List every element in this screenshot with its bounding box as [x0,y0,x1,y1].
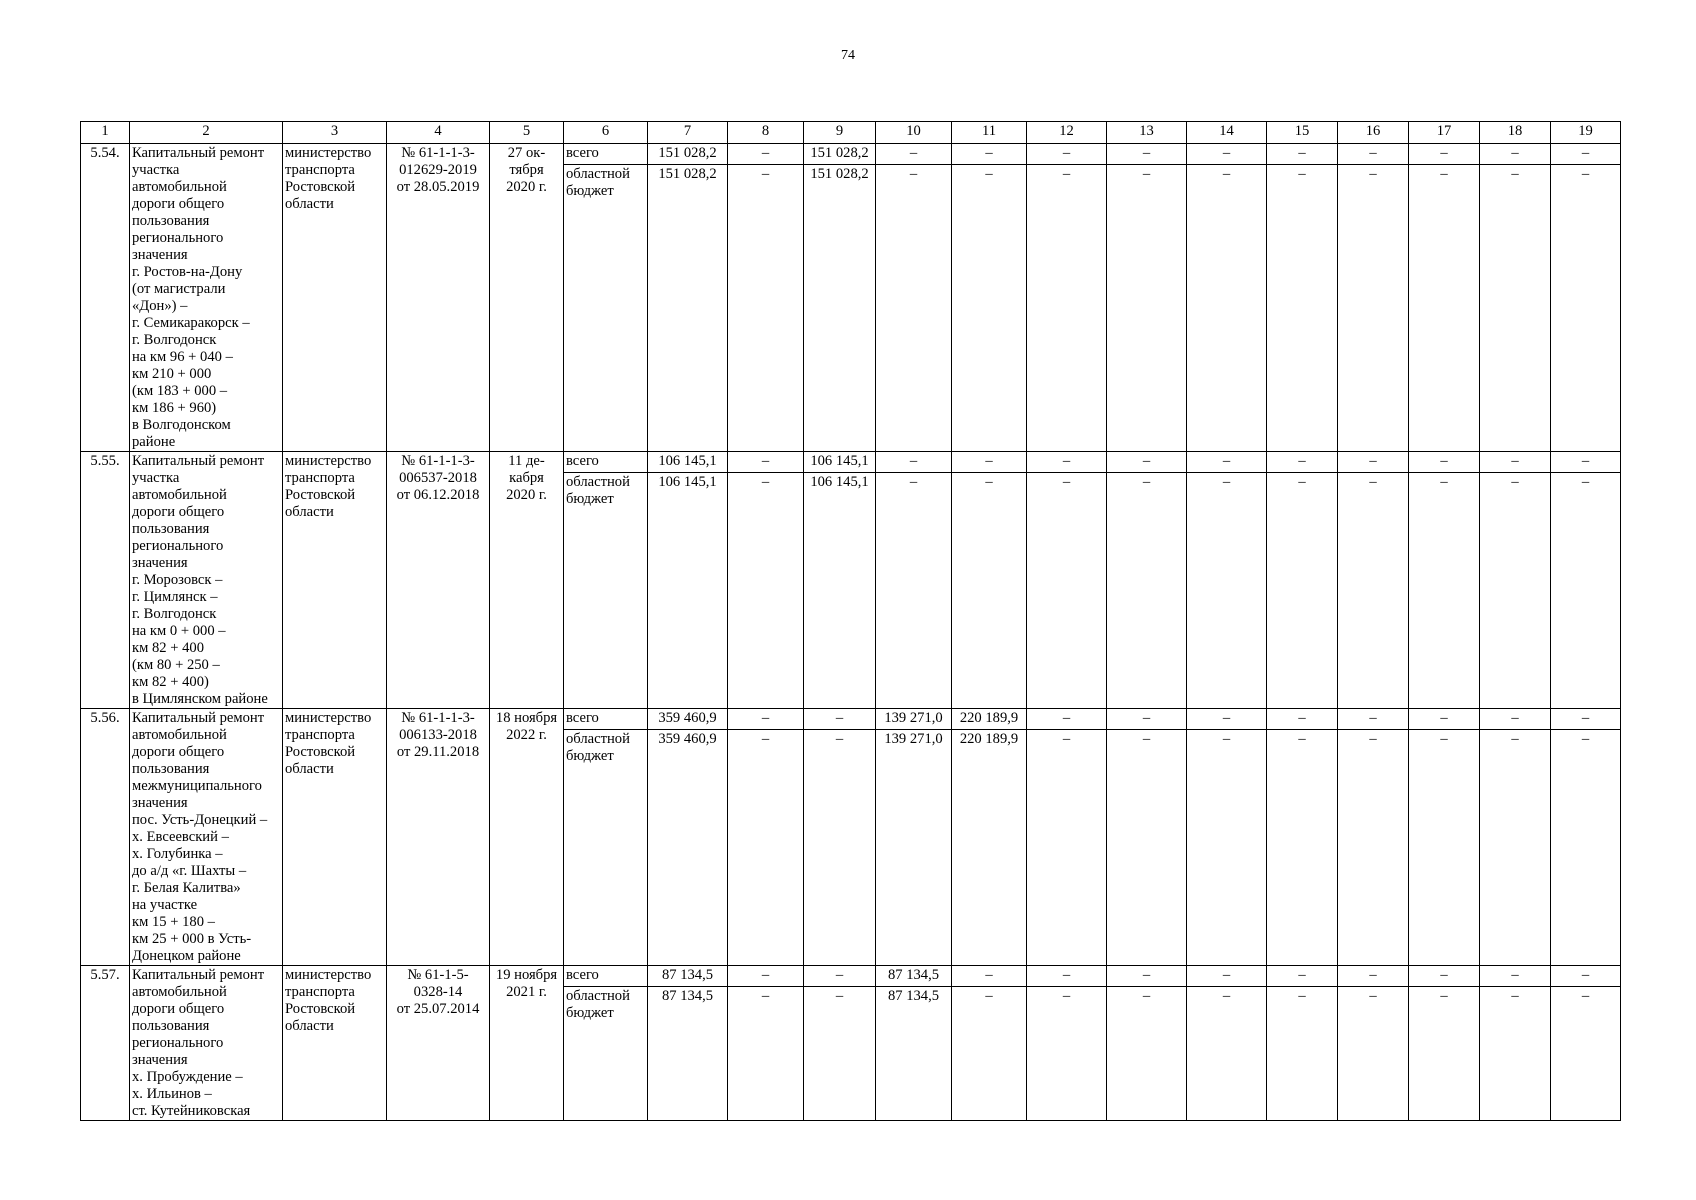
amount-cell: – [1107,709,1187,730]
amount-cell: 106 145,1 [804,473,876,709]
header-cell: 8 [728,122,804,144]
amount-cell: – [1551,966,1621,987]
amount-cell: – [1027,966,1107,987]
amount-cell: – [1409,473,1480,709]
header-cell: 17 [1409,122,1480,144]
amount-cell: – [1480,165,1551,452]
header-cell: 14 [1187,122,1267,144]
amount-cell: – [728,473,804,709]
amount-cell: 106 145,1 [648,473,728,709]
table-body [81,122,1621,1121]
amount-cell: – [876,165,952,452]
page-number: 74 [841,48,855,63]
amount-cell: – [1409,709,1480,730]
amount-cell: – [804,709,876,730]
amount-cell: 220 189,9 [952,709,1027,730]
amount-cell: – [1267,165,1338,452]
header-cell: 3 [283,122,387,144]
amount-cell: – [728,987,804,1121]
object-name: Капитальный ремонт участка автомобильной дороги общего пользования регионального значения г. Морозовск – г. Цимлянск – г. Волгодонск на км 0 + 000 – км 82 + 400 (км 80 + 250 – км 82 + 400) в Цимлянском районе [130,452,283,709]
table-row [81,144,1621,165]
expertise-document: № 61-1-1-3- 012629-2019 от 28.05.2019 [387,144,490,452]
amount-cell: – [1187,730,1267,966]
amount-cell: – [1107,165,1187,452]
amount-cell: 151 028,2 [804,144,876,165]
header-cell: 4 [387,122,490,144]
completion-date: 19 ноября 2021 г. [490,966,564,1121]
amount-cell: 151 028,2 [648,165,728,452]
client-name: министерство транспорта Ростовской области [283,452,387,709]
object-name: Капитальный ремонт участка автомобильной дороги общего пользования регионального значения г. Ростов-на-Дону (от магистрали «Дон») – г. Семикаракорск – г. Волгодонск на км 96 + 040 – км 210 + 000 (км 183 + 000 – км 186 + 960) в Волгодонском районе [130,144,283,452]
amount-cell: – [1551,730,1621,966]
amount-cell: – [952,987,1027,1121]
header-cell: 2 [130,122,283,144]
amount-cell: – [1187,165,1267,452]
amount-cell: – [1551,144,1621,165]
amount-cell: – [1027,473,1107,709]
amount-cell: – [728,966,804,987]
completion-date: 27 ок- тября 2020 г. [490,144,564,452]
amount-cell: 151 028,2 [804,165,876,452]
amount-cell: – [952,966,1027,987]
header-cell: 9 [804,122,876,144]
amount-cell: – [1480,966,1551,987]
amount-cell: – [1027,165,1107,452]
amount-cell: 87 134,5 [648,987,728,1121]
funding-source: областной бюджет [564,473,648,709]
amount-cell: – [1409,966,1480,987]
amount-cell: – [1409,730,1480,966]
amount-cell: 359 460,9 [648,709,728,730]
amount-cell: – [1267,144,1338,165]
amount-cell: – [1338,473,1409,709]
funding-source: всего [564,709,648,730]
amount-cell: – [952,165,1027,452]
amount-cell: – [1338,452,1409,473]
amount-cell: – [1480,987,1551,1121]
header-cell: 1 [81,122,130,144]
item-number: 5.57. [81,966,130,1121]
amount-cell: 220 189,9 [952,730,1027,966]
amount-cell: 139 271,0 [876,730,952,966]
funding-source: всего [564,144,648,165]
amount-cell: – [728,452,804,473]
header-cell: 18 [1480,122,1551,144]
amount-cell: – [804,730,876,966]
amount-cell: – [1480,452,1551,473]
header-cell: 7 [648,122,728,144]
amount-cell: – [728,709,804,730]
amount-cell: – [1267,987,1338,1121]
expertise-document: № 61-1-5- 0328-14 от 25.07.2014 [387,966,490,1121]
amount-cell: – [1551,452,1621,473]
amount-cell: – [1551,165,1621,452]
amount-cell: – [1187,966,1267,987]
amount-cell: 87 134,5 [648,966,728,987]
amount-cell: – [1267,709,1338,730]
object-name: Капитальный ремонт автомобильной дороги общего пользования межмуниципального значения пос. Усть-Донецкий – х. Евсеевский – х. Голубинка – до а/д «г. Шахты – г. Белая Калитва» на участке км 15 + 180 – км 25 + 000 в Усть- Донецком районе [130,709,283,966]
amount-cell: – [1338,144,1409,165]
funding-source: областной бюджет [564,165,648,452]
amount-cell: – [1267,473,1338,709]
amount-cell: – [952,473,1027,709]
amount-cell: – [1551,473,1621,709]
table-row [81,709,1621,730]
amount-cell: – [952,144,1027,165]
amount-cell: – [1027,452,1107,473]
amount-cell: – [1267,966,1338,987]
amount-cell: – [728,730,804,966]
amount-cell: 139 271,0 [876,709,952,730]
amount-cell: 87 134,5 [876,987,952,1121]
amount-cell: 106 145,1 [804,452,876,473]
amount-cell: – [1187,452,1267,473]
funding-source: всего [564,452,648,473]
amount-cell: – [876,144,952,165]
amount-cell: 106 145,1 [648,452,728,473]
object-name: Капитальный ремонт автомобильной дороги общего пользования регионального значения х. Пробуждение – х. Ильинов – ст. Кутейниковская [130,966,283,1121]
amount-cell: – [1409,452,1480,473]
amount-cell: – [1027,709,1107,730]
completion-date: 11 де- кабря 2020 г. [490,452,564,709]
funding-source: областной бюджет [564,987,648,1121]
table-row [81,452,1621,473]
header-cell: 19 [1551,122,1621,144]
header-cell: 11 [952,122,1027,144]
header-cell: 5 [490,122,564,144]
amount-cell: 87 134,5 [876,966,952,987]
item-number: 5.56. [81,709,130,966]
amount-cell: – [952,452,1027,473]
amount-cell: – [1409,987,1480,1121]
amount-cell: – [804,987,876,1121]
amount-cell: – [1107,473,1187,709]
funding-source: всего [564,966,648,987]
client-name: министерство транспорта Ростовской области [283,144,387,452]
amount-cell: – [1187,473,1267,709]
header-cell: 15 [1267,122,1338,144]
amount-cell: – [1267,452,1338,473]
amount-cell: – [1551,709,1621,730]
amount-cell: – [728,144,804,165]
client-name: министерство транспорта Ростовской области [283,709,387,966]
expertise-document: № 61-1-1-3- 006537-2018 от 06.12.2018 [387,452,490,709]
amount-cell: 359 460,9 [648,730,728,966]
header-row [81,122,1621,144]
amount-cell: – [1480,144,1551,165]
amount-cell: 151 028,2 [648,144,728,165]
item-number: 5.55. [81,452,130,709]
amount-cell: – [1027,987,1107,1121]
amount-cell: – [876,473,952,709]
table-row [81,966,1621,987]
amount-cell: – [1338,966,1409,987]
amount-cell: – [1187,709,1267,730]
header-cell: 6 [564,122,648,144]
amount-cell: – [1409,144,1480,165]
amount-cell: – [1338,709,1409,730]
amount-cell: – [1107,987,1187,1121]
budget-table [80,121,1621,1121]
amount-cell: – [1107,730,1187,966]
amount-cell: – [1338,165,1409,452]
item-number: 5.54. [81,144,130,452]
header-cell: 16 [1338,122,1409,144]
funding-source: областной бюджет [564,730,648,966]
amount-cell: – [1338,987,1409,1121]
amount-cell: – [1338,730,1409,966]
amount-cell: – [1107,452,1187,473]
amount-cell: – [1267,730,1338,966]
amount-cell: – [1480,730,1551,966]
client-name: министерство транспорта Ростовской области [283,966,387,1121]
amount-cell: – [1187,144,1267,165]
header-cell: 10 [876,122,952,144]
amount-cell: – [1409,165,1480,452]
header-cell: 13 [1107,122,1187,144]
amount-cell: – [1107,966,1187,987]
amount-cell: – [1551,987,1621,1121]
amount-cell: – [1027,730,1107,966]
completion-date: 18 ноября 2022 г. [490,709,564,966]
amount-cell: – [728,165,804,452]
amount-cell: – [1107,144,1187,165]
amount-cell: – [876,452,952,473]
amount-cell: – [1480,473,1551,709]
amount-cell: – [1480,709,1551,730]
expertise-document: № 61-1-1-3- 006133-2018 от 29.11.2018 [387,709,490,966]
amount-cell: – [804,966,876,987]
amount-cell: – [1187,987,1267,1121]
amount-cell: – [1027,144,1107,165]
header-cell: 12 [1027,122,1107,144]
